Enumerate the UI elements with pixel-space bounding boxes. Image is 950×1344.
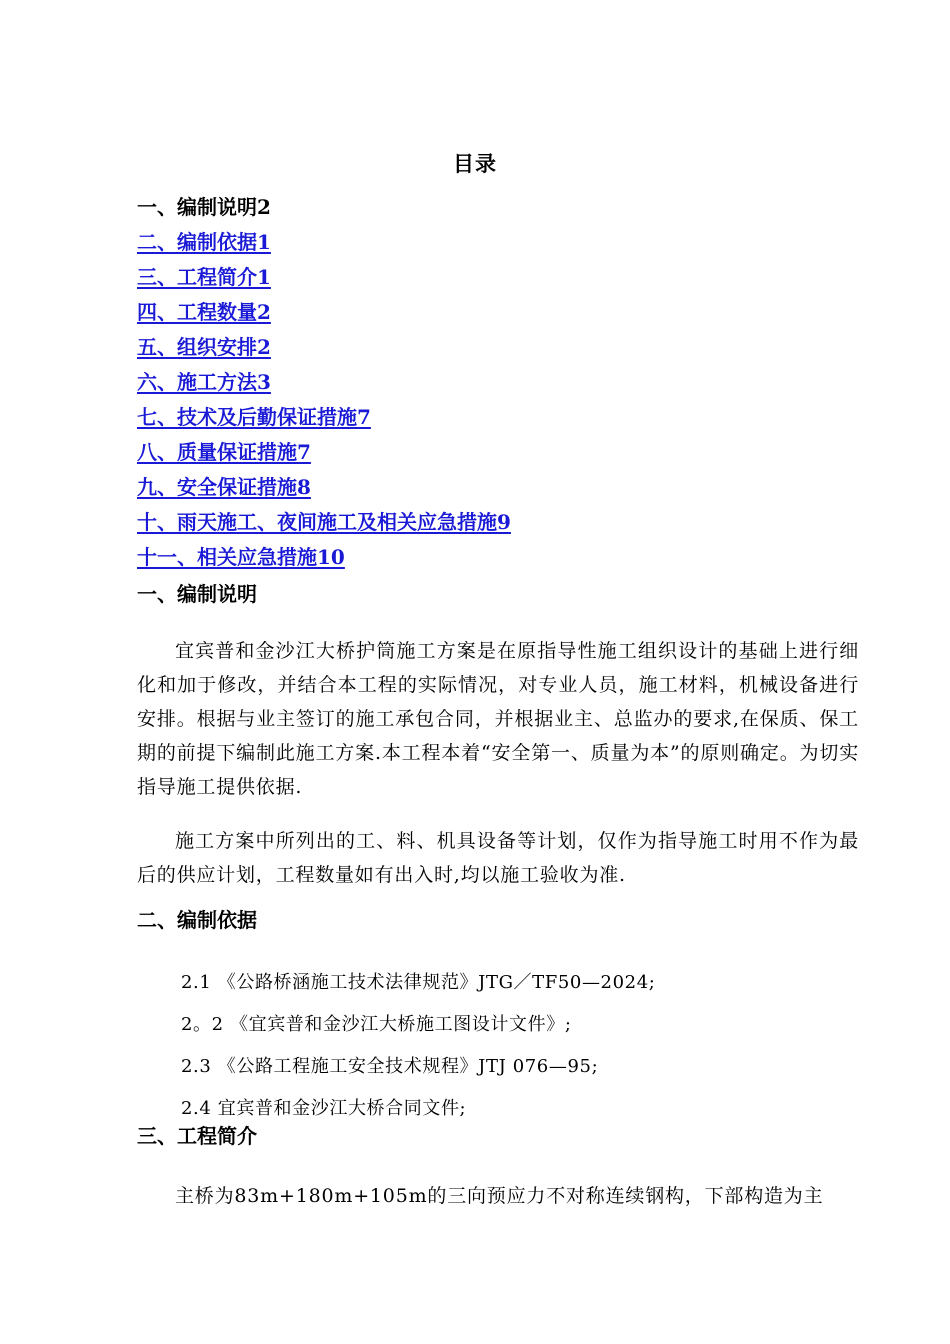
toc-item-6[interactable]: [137, 365, 857, 400]
toc-link[interactable]: 二、编制依据1: [137, 230, 271, 254]
section-heading-3: 三、工程简介: [137, 1124, 257, 1148]
toc-item-4[interactable]: [137, 295, 857, 330]
toc-link[interactable]: 六、施工方法3: [137, 370, 271, 394]
toc-item-11[interactable]: [137, 540, 857, 575]
section1-paragraph-2: 施工方案中所列出的工、料、机具设备等计划，仅作为指导施工时用不作为最后的供应计划，工程数量如有出入时,均以施工验收为准.: [137, 830, 859, 886]
reference-item-4: 2.4 宜宾普和金沙江大桥合同文件;: [181, 1098, 467, 1119]
reference-item-3: 2.3 《公路工程施工安全技术规程》JTJ 076—95;: [181, 1056, 599, 1077]
toc-link[interactable]: 十一、相关应急措施10: [137, 545, 345, 569]
section-heading-1: 一、编制说明: [137, 582, 257, 606]
reference-item-2: 2。2 《宜宾普和金沙江大桥施工图设计文件》;: [181, 1014, 572, 1035]
toc-link[interactable]: 十、雨天施工、夜间施工及相关应急措施9: [137, 510, 511, 534]
toc-link[interactable]: 三、工程简介1: [137, 265, 271, 289]
toc-item-5[interactable]: [137, 330, 857, 365]
table-of-contents: [137, 190, 857, 575]
section3-paragraph-1: 主桥为83m+180m+105m的三向预应力不对称连续钢构，下部构造为主: [175, 1185, 824, 1207]
section-heading-2: 二、编制依据: [137, 908, 257, 932]
toc-link[interactable]: 五、组织安排2: [137, 335, 271, 359]
toc-link[interactable]: 四、工程数量2: [137, 300, 271, 324]
reference-item-1: 2.1 《公路桥涵施工技术法律规范》JTG／TF50—2024;: [181, 972, 656, 993]
toc-item-9[interactable]: [137, 470, 857, 505]
toc-title: 目录: [453, 151, 497, 176]
toc-link[interactable]: 八、质量保证措施7: [137, 440, 311, 464]
toc-item-10[interactable]: [137, 505, 857, 540]
section1-paragraph-1: 宜宾普和金沙江大桥护筒施工方案是在原指导性施工组织设计的基础上进行细化和加于修改，并结合本工程的实际情况，对专业人员，施工材料，机械设备进行安排。根据与业主签订的施工承包合同，并根据业主、总监办的要求,在保质、保工期的前提下编制此施工方案.本工程本着“安全第一、质量为本”的原则确定。为切实指导施工提供依据.: [137, 640, 859, 798]
toc-item-8[interactable]: [137, 435, 857, 470]
toc-item-1[interactable]: 一、编制说明2: [137, 195, 271, 219]
toc-link[interactable]: 七、技术及后勤保证措施7: [137, 405, 371, 429]
toc-item-3[interactable]: [137, 260, 857, 295]
toc-item-2[interactable]: [137, 225, 857, 260]
toc-link[interactable]: 九、安全保证措施8: [137, 475, 311, 499]
toc-item-7[interactable]: [137, 400, 857, 435]
